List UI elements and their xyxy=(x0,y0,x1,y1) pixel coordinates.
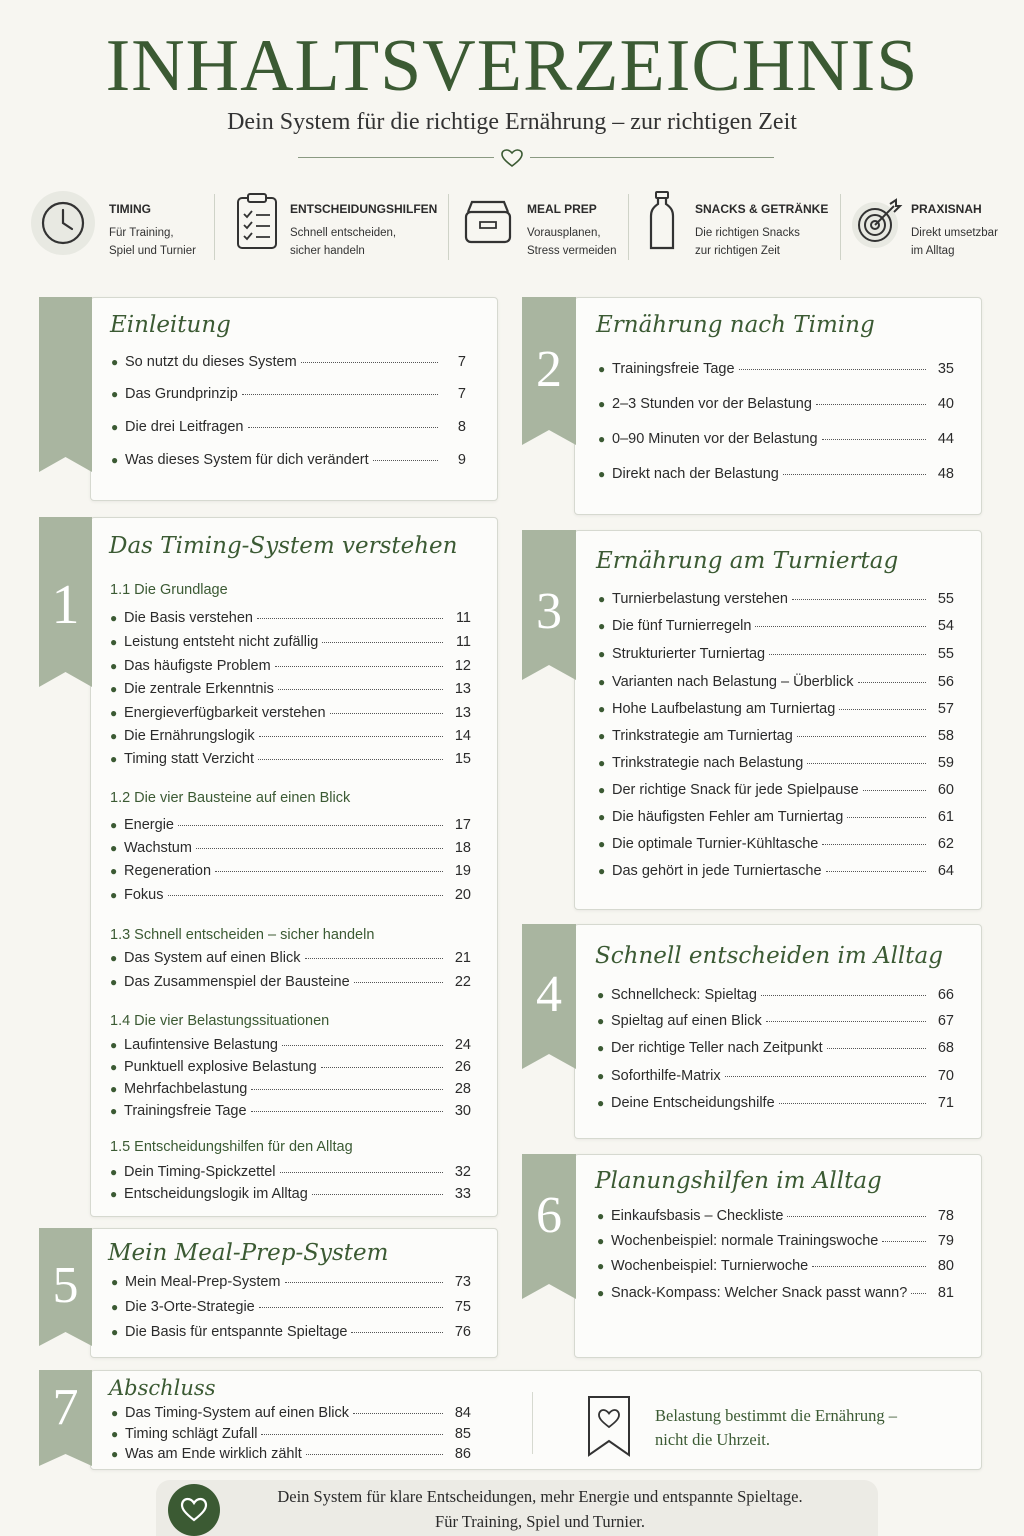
toc-entry[interactable]: ● Strukturierter Turniertag 55 xyxy=(598,646,954,662)
feature-title: MEAL PREP xyxy=(527,202,597,216)
toc-entry[interactable]: ● Das gehört in jede Turniertasche 64 xyxy=(598,863,954,879)
toc-entry[interactable]: ● Laufintensive Belastung 24 xyxy=(110,1037,471,1053)
feature-title: SNACKS & GETRÄNKE xyxy=(695,202,829,216)
toc-entry[interactable]: ● Die optimale Turnier-Kühltasche 62 xyxy=(598,836,954,852)
toc-entry[interactable]: ● Die Basis verstehen 11 xyxy=(110,610,471,626)
toc-entry[interactable]: ● Mehrfachbelastung 28 xyxy=(110,1081,471,1097)
toc-entry[interactable]: ● Was dieses System für dich verändert 9 xyxy=(111,452,466,468)
toc-entry[interactable]: ● Soforthilfe-Matrix 70 xyxy=(597,1068,954,1084)
section-title: Planungshilfen im Alltag xyxy=(595,1168,882,1194)
toc-entry[interactable]: ● Snack-Kompass: Welcher Snack passt wann? 81 xyxy=(597,1285,954,1301)
toc-entry[interactable]: ● Fokus 20 xyxy=(110,887,471,903)
toc-entry[interactable]: ● Punktuell explosive Belastung 26 xyxy=(110,1059,471,1075)
toc-entry[interactable]: ● Varianten nach Belastung – Überblick 56 xyxy=(598,674,954,690)
feature-praxisnah xyxy=(850,190,1010,266)
toc-entry[interactable]: ● Timing statt Verzicht 15 xyxy=(110,751,471,767)
clock-icon xyxy=(30,190,96,256)
toc-entry[interactable]: ● Timing schlägt Zufall 85 xyxy=(111,1426,471,1442)
vertical-divider xyxy=(532,1392,533,1454)
toc-entry[interactable]: ● Wochenbeispiel: Turnierwoche 80 xyxy=(597,1258,954,1274)
quote-text: Belastung bestimmt die Ernährung – nicht die Uhrzeit. xyxy=(655,1406,897,1449)
page-subtitle: Dein System für die richtige Ernährung – zur richtigen Zeit xyxy=(227,109,797,135)
feature-snacks xyxy=(646,190,836,266)
toc-entry[interactable]: ● Trinkstrategie am Turniertag 58 xyxy=(598,728,954,744)
section-title: Einleitung xyxy=(110,312,231,338)
section-number: 2 xyxy=(536,341,562,398)
toc-entry[interactable]: ● Einkaufsbasis – Checkliste 78 xyxy=(597,1208,954,1224)
feature-separator xyxy=(214,194,215,260)
toc-entry[interactable]: ● Trainingsfreie Tage 30 xyxy=(110,1103,471,1119)
page-title: INHALTSVERZEICHNIS xyxy=(105,25,919,107)
feature-entscheidungshilfen xyxy=(230,190,450,266)
subsection-heading: 1.5 Entscheidungshilfen für den Alltag xyxy=(110,1139,353,1155)
toc-entry[interactable]: ● 0–90 Minuten vor der Belastung 44 xyxy=(598,431,954,447)
section-number: 5 xyxy=(52,1257,79,1314)
toc-entry[interactable]: ● Das System auf einen Blick 21 xyxy=(110,950,471,966)
feature-meal-prep xyxy=(460,190,630,266)
divider-left xyxy=(298,157,494,158)
toc-entry[interactable]: ● Das Timing-System auf einen Blick 84 xyxy=(111,1405,471,1421)
section-title: Ernährung nach Timing xyxy=(596,312,875,338)
toc-entry[interactable]: ● Der richtige Snack für jede Spielpause 60 xyxy=(598,782,954,798)
section-number: 7 xyxy=(52,1379,79,1436)
section-title: Das Timing-System verstehen xyxy=(109,533,458,559)
section-number: 4 xyxy=(536,966,562,1023)
clipboard-checklist-icon xyxy=(232,190,298,256)
toc-entry[interactable]: ● Regeneration 19 xyxy=(110,863,471,879)
footer-line-2: Für Training, Spiel und Turnier. xyxy=(435,1512,645,1531)
feature-separator xyxy=(840,194,841,260)
feature-timing xyxy=(30,190,210,266)
toc-entry[interactable]: ● Schnellcheck: Spieltag 66 xyxy=(597,987,954,1003)
toc-entry[interactable]: ● Spieltag auf einen Blick 67 xyxy=(597,1013,954,1029)
toc-entry[interactable]: ● Mein Meal-Prep-System 73 xyxy=(111,1274,471,1290)
feature-separator xyxy=(448,194,449,260)
toc-entry[interactable]: ● Das häufigste Problem 12 xyxy=(110,658,471,674)
toc-entry[interactable]: ● Das Grundprinzip 7 xyxy=(111,386,466,402)
section-title: Abschluss xyxy=(109,1376,216,1400)
toc-entry[interactable]: ● Direkt nach der Belastung 48 xyxy=(598,466,954,482)
toc-entry[interactable]: ● Die Basis für entspannte Spieltage 76 xyxy=(111,1324,471,1340)
toc-entry[interactable]: ● Wochenbeispiel: normale Trainingswoche 79 xyxy=(597,1233,954,1249)
bookmark-heart-icon xyxy=(587,1395,631,1457)
subsection-heading: 1.1 Die Grundlage xyxy=(110,582,228,598)
toc-entry[interactable]: ● Turnierbelastung verstehen 55 xyxy=(598,591,954,607)
section-title: Ernährung am Turniertag xyxy=(596,548,899,574)
toc-entry[interactable]: ● Wachstum 18 xyxy=(110,840,471,856)
toc-entry[interactable]: ● Das Zusammenspiel der Bausteine 22 xyxy=(110,974,471,990)
footer-line-1: Dein System für klare Entscheidungen, mehr Energie und entspannte Spieltage. xyxy=(277,1487,803,1506)
feature-desc: Die richtigen Snacks zur richtigen Zeit xyxy=(695,227,800,257)
toc-entry[interactable]: ● Was am Ende wirklich zählt 86 xyxy=(111,1446,471,1462)
subsection-heading: 1.4 Die vier Belastungssituationen xyxy=(110,1013,330,1029)
feature-desc: Schnell entscheiden, sicher handeln xyxy=(290,227,397,257)
feature-desc: Vorausplanen, Stress vermeiden xyxy=(527,227,617,257)
feature-row xyxy=(30,190,1010,266)
feature-separator xyxy=(628,194,629,260)
subsection-heading: 1.2 Die vier Bausteine auf einen Blick xyxy=(110,790,351,806)
toc-entry[interactable]: ● 2–3 Stunden vor der Belastung 40 xyxy=(598,396,954,412)
heart-icon xyxy=(500,148,524,168)
section-title: Mein Meal-Prep-System xyxy=(108,1240,389,1266)
toc-entry[interactable]: ● Entscheidungslogik im Alltag 33 xyxy=(110,1186,471,1202)
target-icon xyxy=(850,196,904,250)
toc-entry[interactable]: ● Die 3-Orte-Strategie 75 xyxy=(111,1299,471,1315)
toc-entry[interactable]: ● Deine Entscheidungshilfe 71 xyxy=(597,1095,954,1111)
subsection-heading: 1.3 Schnell entscheiden – sicher handeln xyxy=(110,927,375,943)
toc-entry[interactable]: ● Energie 17 xyxy=(110,817,471,833)
toc-entry[interactable]: ● Trainingsfreie Tage 35 xyxy=(598,361,954,377)
section-title: Schnell entscheiden im Alltag xyxy=(595,943,943,969)
toc-entry[interactable]: ● Die fünf Turnierregeln 54 xyxy=(598,618,954,634)
footer-text xyxy=(200,1484,880,1534)
meal-prep-box-icon xyxy=(460,190,526,256)
feature-title: PRAXISNAH xyxy=(911,202,982,216)
feature-title: ENTSCHEIDUNGSHILFEN xyxy=(290,202,438,216)
toc-entry[interactable]: ● Die Ernährungslogik 14 xyxy=(110,728,471,744)
feature-desc: Direkt umsetzbar im Alltag xyxy=(911,227,998,257)
feature-title: TIMING xyxy=(109,202,151,216)
toc-entry[interactable]: ● Der richtige Teller nach Zeitpunkt 68 xyxy=(597,1040,954,1056)
toc-entry[interactable]: ● Dein Timing-Spickzettel 32 xyxy=(110,1164,471,1180)
toc-entry[interactable]: ● Hohe Laufbelastung am Turniertag 57 xyxy=(598,701,954,717)
section-card-3 xyxy=(574,530,982,910)
toc-entry[interactable]: ● Trinkstrategie nach Belastung 59 xyxy=(598,755,954,771)
toc-entry[interactable]: ● Die häufigsten Fehler am Turniertag 61 xyxy=(598,809,954,825)
toc-entry[interactable]: ● Die zentrale Erkenntnis 13 xyxy=(110,681,471,697)
section-ribbon xyxy=(39,297,92,472)
section-number: 1 xyxy=(51,574,80,636)
section-number: 6 xyxy=(536,1187,562,1244)
toc-entry[interactable]: ● Energieverfügbarkeit verstehen 13 xyxy=(110,705,471,721)
divider-right xyxy=(530,157,774,158)
toc-entry[interactable]: ● So nutzt du dieses System 7 xyxy=(111,354,466,370)
toc-entry[interactable]: ● Die drei Leitfragen 8 xyxy=(111,419,466,435)
toc-entry[interactable]: ● Leistung entsteht nicht zufällig 11 xyxy=(110,634,471,650)
section-number: 3 xyxy=(536,583,562,640)
feature-desc: Für Training, Spiel und Turnier xyxy=(109,227,196,257)
